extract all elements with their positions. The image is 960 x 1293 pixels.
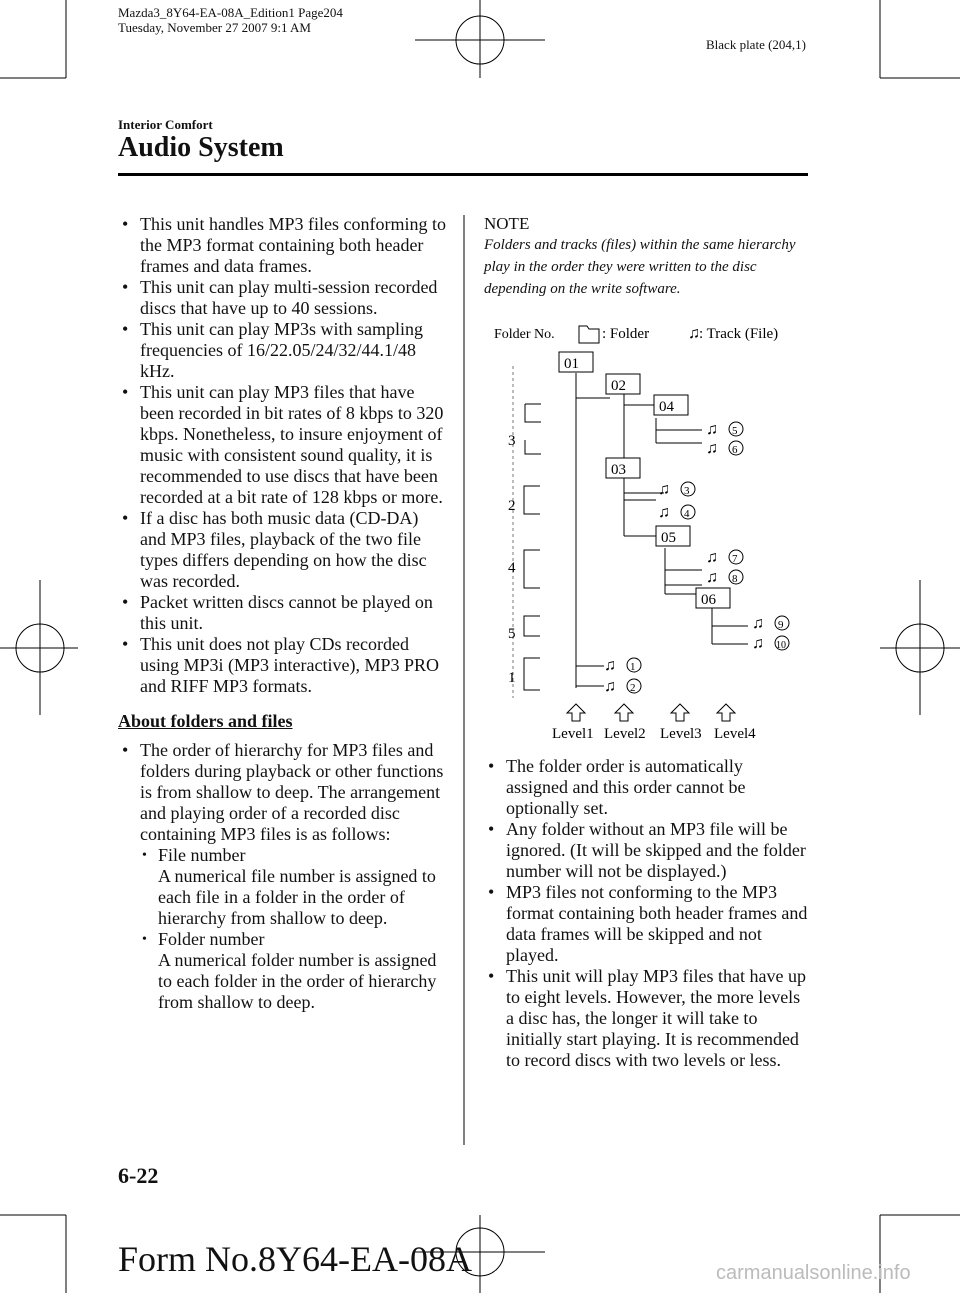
- plate-label: Black plate (204,1): [706, 37, 806, 52]
- svg-text:♫: ♫: [658, 481, 670, 498]
- legend-track: : Track (File): [699, 326, 779, 342]
- folder-box: [559, 352, 593, 372]
- form-number: Form No.8Y64-EA-08A: [118, 1239, 472, 1279]
- file-info-line1: Mazda3_8Y64-EA-08A_Edition1 Page204: [118, 5, 343, 20]
- file-info-line2: Tuesday, November 27 2007 9:1 AM: [118, 20, 311, 35]
- list-item: • The order of hierarchy for MP3 files and folders during playback or other functions is from shallow to deep. The arrangement and playing order of a recorded disc containing MP3 files is as follows:: [122, 740, 444, 844]
- svg-text:5: 5: [732, 425, 738, 437]
- track-item: [658, 504, 695, 521]
- svg-text:♫: ♫: [752, 615, 764, 632]
- svg-text:♫: ♫: [752, 635, 764, 652]
- list-item: • The folder order is automatically assigned and this order cannot be optionally set.: [488, 756, 746, 818]
- title-rule: [118, 173, 808, 176]
- list-item: • This unit can play multi-session recorded discs that have up to 40 sessions.: [122, 277, 438, 318]
- svg-text:♫: ♫: [604, 657, 616, 674]
- left-column: [118, 214, 448, 1013]
- svg-text:♫: ♫: [706, 440, 718, 457]
- up-arrow-icon: [671, 704, 689, 721]
- folder-box: [654, 395, 688, 415]
- svg-text:01: 01: [564, 356, 579, 372]
- track-item: [706, 440, 743, 457]
- watermark: carmanualsonline.info: [716, 1262, 911, 1284]
- track-item: [752, 615, 789, 632]
- level-label: Level4: [714, 726, 756, 742]
- page-title: Audio System: [118, 132, 284, 163]
- svg-text:04: 04: [659, 399, 674, 415]
- subheading: About folders and files: [118, 711, 293, 731]
- folder-number: 1: [508, 670, 516, 686]
- sub-item-body: A numerical file number is assigned to each file in a folder in the order of hierarchy from shallow to deep.: [158, 866, 436, 928]
- folder-no-label: Folder No.: [494, 327, 555, 342]
- track-item: [604, 657, 641, 674]
- sub-item-body: A numerical folder number is assigned to each folder in the order of hierarchy from shallow to deep.: [158, 950, 437, 1012]
- folder-icon: [579, 326, 599, 343]
- svg-text:♫: ♫: [706, 549, 718, 566]
- svg-text:03: 03: [611, 462, 626, 478]
- up-arrow-icon: [615, 704, 633, 721]
- list-item: • This unit can play MP3s with sampling frequencies of 16/22.05/24/32/44.1/48 kHz.: [122, 319, 423, 381]
- folder-box: [656, 526, 690, 546]
- sub-item-title: • Folder number: [142, 929, 265, 949]
- svg-text:♫: ♫: [706, 569, 718, 586]
- svg-text:02: 02: [611, 378, 626, 394]
- svg-text:10: 10: [776, 640, 786, 651]
- list-item: • This unit handles MP3 files conforming to the MP3 format containing both header frames and data frames.: [122, 214, 446, 276]
- svg-text:2: 2: [630, 682, 636, 694]
- folder-number: 2: [508, 498, 516, 514]
- folder-box: [696, 588, 730, 608]
- right-column-list: [484, 756, 809, 1071]
- svg-text:7: 7: [732, 553, 738, 565]
- folder-number: 5: [508, 626, 516, 642]
- list-item: • MP3 files not conforming to the MP3 format containing both header frames and data frames will be skipped and not played.: [488, 882, 808, 965]
- level-label: Level1: [552, 726, 594, 742]
- list-item: • This unit does not play CDs recorded using MP3i (MP3 interactive), MP3 PRO and RIFF MP3 formats.: [122, 634, 440, 696]
- svg-text:♫: ♫: [604, 678, 616, 695]
- list-item: • This unit can play MP3 files that have been recorded in bit rates of 8 kbps to 320 kbps. Nonetheless, to insure enjoyment of music with consistent sound quality, it is recommended to use discs that have been recorded at a bit rate of 128 kbps or more.: [122, 382, 444, 507]
- track-item: [706, 421, 743, 438]
- level-label: Level2: [604, 726, 646, 742]
- up-arrow-icon: [717, 704, 735, 721]
- folder-box: [606, 374, 640, 394]
- folder-number: 3: [508, 433, 516, 449]
- svg-text:6: 6: [732, 444, 738, 456]
- sub-item-title: • File number: [142, 845, 246, 865]
- page-number: 6-22: [118, 1163, 159, 1188]
- svg-text:♫: ♫: [658, 504, 670, 521]
- svg-text:06: 06: [701, 592, 716, 608]
- list-item: • If a disc has both music data (CD-DA) and MP3 files, playback of the two file types differs depending on how the disc was recorded.: [122, 508, 427, 591]
- folder-number: 4: [508, 560, 516, 576]
- list-item: • Any folder without an MP3 file will be ignored. (It will be skipped and the folder number will not be displayed.): [488, 819, 806, 881]
- folder-box: [606, 458, 640, 478]
- track-item: [706, 549, 743, 566]
- list-item: • Packet written discs cannot be played on this unit.: [122, 592, 433, 633]
- folder-hierarchy-diagram: [480, 308, 810, 748]
- music-note-icon: ♫: [688, 325, 700, 342]
- section-label: Interior Comfort: [118, 117, 213, 132]
- svg-text:4: 4: [684, 508, 690, 520]
- level-label: Level3: [660, 726, 702, 742]
- svg-text:05: 05: [661, 530, 676, 546]
- note-title: NOTE: [484, 214, 530, 233]
- track-item: [706, 569, 743, 586]
- note-body: Folders and tracks (files) within the same hierarchy play in the order they were written to the disc depending on the write software.: [484, 237, 796, 297]
- track-item: [752, 635, 789, 652]
- svg-text:8: 8: [732, 573, 738, 585]
- track-item: [604, 678, 641, 695]
- track-item: [658, 481, 695, 498]
- svg-text:1: 1: [630, 661, 636, 673]
- up-arrow-icon: [567, 704, 585, 721]
- legend-folder: : Folder: [602, 326, 650, 342]
- svg-text:9: 9: [778, 619, 784, 631]
- list-item: • This unit will play MP3 files that have up to eight levels. However, the more levels a disc has, the longer it will take to initially start playing. It is recommended to record discs with two levels or less.: [488, 966, 806, 1070]
- svg-text:3: 3: [684, 485, 690, 497]
- svg-text:♫: ♫: [706, 421, 718, 438]
